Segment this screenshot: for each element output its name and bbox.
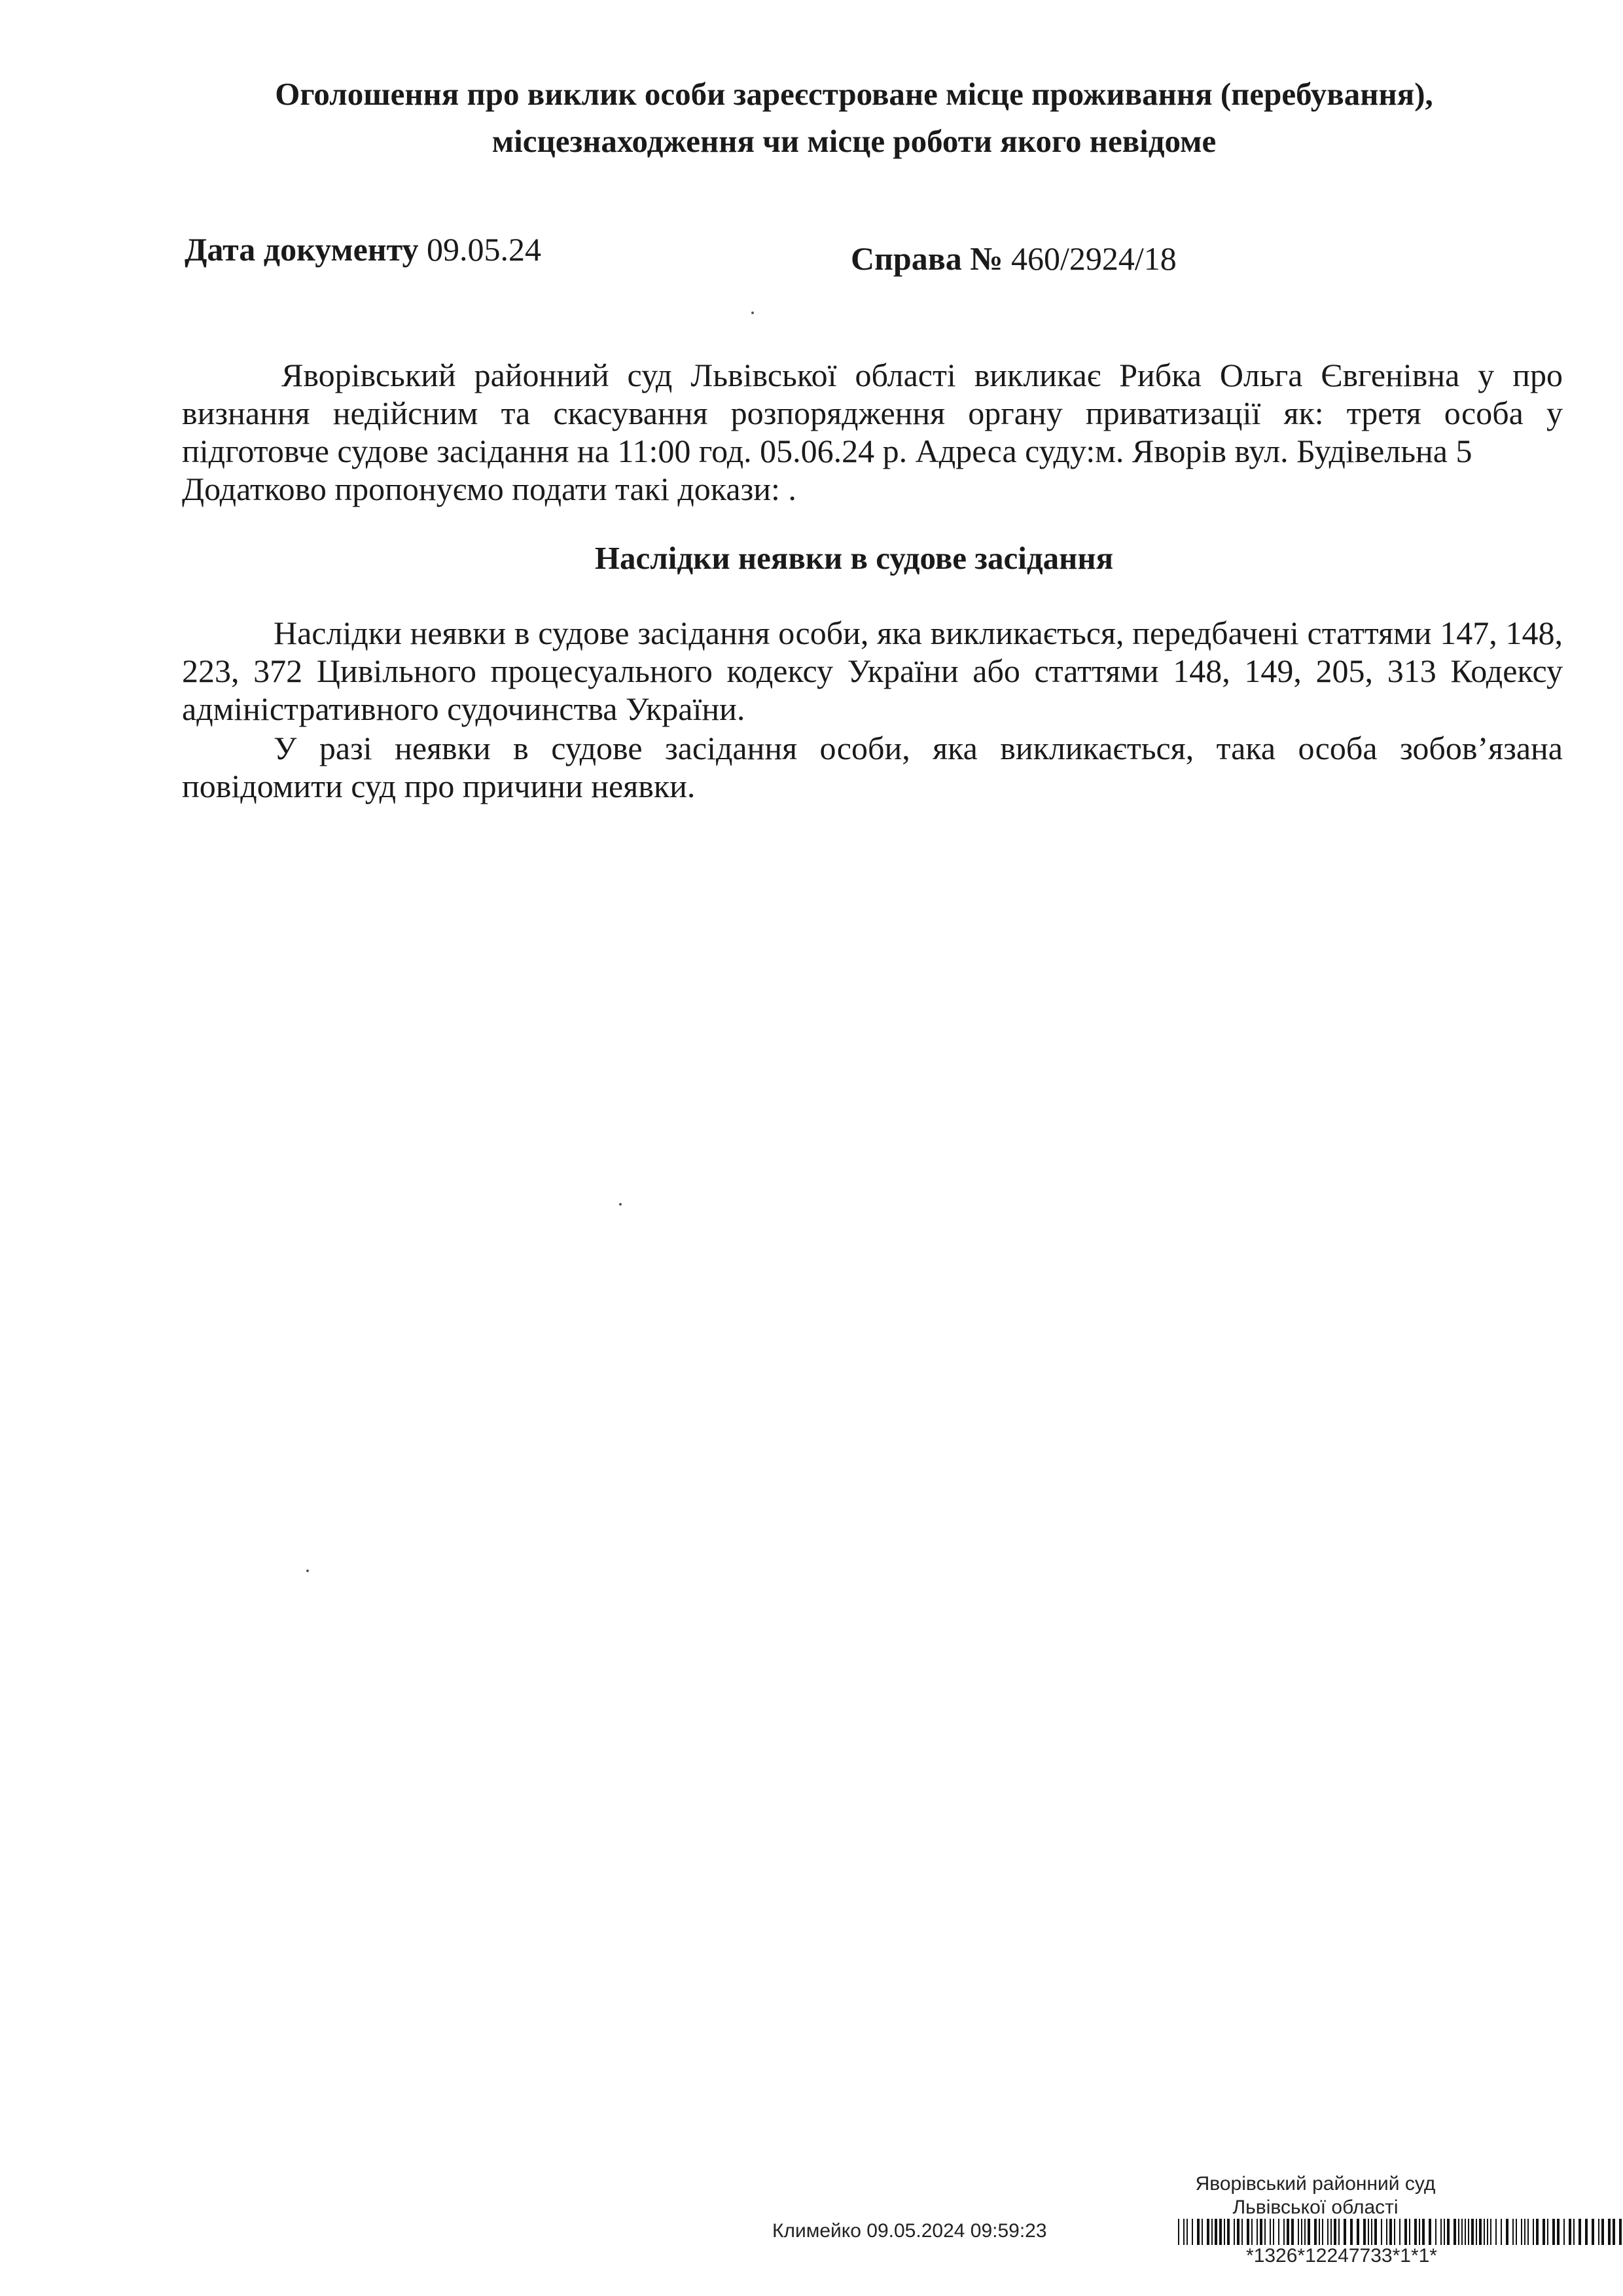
barcode-bar <box>1211 2219 1213 2245</box>
case-number <box>851 237 1177 280</box>
barcode-bar <box>1465 2219 1466 2245</box>
scan-speck <box>751 312 754 314</box>
barcode-bar <box>1476 2219 1477 2245</box>
document-title <box>170 71 1538 165</box>
date-value: 09.05.24 <box>426 231 541 268</box>
barcode-bar <box>1301 2219 1302 2245</box>
barcode-bar <box>1608 2219 1611 2245</box>
paragraph-line: визнання недійсним та скасування розпорядження органу приватизації як: третя особа у <box>182 395 1563 431</box>
barcode-bar <box>1186 2219 1188 2245</box>
barcode-bar <box>1429 2219 1431 2245</box>
barcode-bar <box>1334 2219 1336 2245</box>
barcode-bar <box>1283 2219 1285 2245</box>
barcode-bar <box>1227 2219 1230 2245</box>
barcode-bar <box>1215 2219 1217 2245</box>
barcode-bar <box>1454 2219 1456 2245</box>
barcode-bar <box>1613 2219 1615 2245</box>
barcode-bar <box>1389 2219 1392 2245</box>
barcode-bar <box>1234 2219 1235 2245</box>
barcode-bar <box>1298 2219 1299 2245</box>
paragraph-line: Додатково пропонуємо подати такі докази: . <box>182 471 796 507</box>
paragraph-line: У разі неявки в судове засідання особи, яка викликається, така особа зобов’язана <box>274 730 1563 766</box>
title-line-1: Оголошення про виклик особи зареєстроване місце проживання (перебування), <box>275 76 1433 112</box>
barcode-bar <box>1338 2219 1340 2245</box>
barcode-bar <box>1202 2219 1203 2245</box>
case-label: Справа № <box>851 240 1003 277</box>
barcode-bar <box>1461 2219 1463 2245</box>
barcode-bar <box>1192 2219 1193 2245</box>
barcode-bar <box>1207 2219 1209 2245</box>
barcode-bar <box>1440 2219 1442 2245</box>
barcode-bar <box>1314 2219 1317 2245</box>
barcode-bar <box>1484 2219 1485 2245</box>
barcode-bar <box>1524 2219 1525 2245</box>
barcode-bar <box>1521 2219 1522 2245</box>
barcode-bar <box>1468 2219 1469 2245</box>
barcode-bar <box>1278 2219 1279 2245</box>
paragraph-line: 223, 372 Цивільного процесуального кодексу України або статтями 148, 149, 205, 313 Кодексу <box>182 653 1563 689</box>
barcode-bar <box>1237 2219 1240 2245</box>
barcode-bar <box>1490 2219 1491 2245</box>
barcode-bar <box>1368 2219 1369 2245</box>
barcode-bar <box>1287 2219 1289 2245</box>
barcode-bar <box>1444 2219 1445 2245</box>
scan-speck <box>619 1203 622 1206</box>
barcode-bar <box>1264 2219 1266 2245</box>
barcode-bar <box>1257 2219 1258 2245</box>
barcode-bar <box>1304 2219 1306 2245</box>
barcode-bar <box>1552 2219 1555 2245</box>
barcode-bar <box>1506 2219 1508 2245</box>
barcode-bar <box>1578 2219 1581 2245</box>
paragraph-line: адміністративного судочинства України. <box>182 691 745 727</box>
barcode-bar <box>1270 2219 1271 2245</box>
barcode-bar <box>1409 2219 1410 2245</box>
barcode-bar <box>1471 2219 1474 2245</box>
barcode-bar <box>1319 2219 1320 2245</box>
barcode-bar <box>1357 2219 1359 2245</box>
barcode-bar <box>1330 2219 1332 2245</box>
barcode-bar <box>1569 2219 1571 2245</box>
barcode-bar <box>1260 2219 1262 2245</box>
barcode-bar <box>1458 2219 1459 2245</box>
barcode-bar <box>1527 2219 1529 2245</box>
summons-paragraph <box>182 356 1563 508</box>
barcode-bar <box>1533 2219 1534 2245</box>
barcode-bar <box>1422 2219 1425 2245</box>
case-value: 460/2924/18 <box>1010 240 1177 277</box>
barcode-bar <box>1592 2219 1594 2245</box>
barcode-bar <box>1501 2219 1502 2245</box>
footer-court-region: Львівської області <box>1232 2197 1399 2218</box>
barcode-bar <box>1394 2219 1395 2245</box>
barcode-bar <box>1219 2219 1222 2245</box>
barcode-bar <box>1536 2219 1539 2245</box>
barcode-bar <box>1512 2219 1514 2245</box>
barcode-bar <box>1563 2219 1565 2245</box>
barcode-bar <box>1619 2219 1622 2245</box>
barcode-bar <box>1585 2219 1588 2245</box>
footer-court-name: Яворівський районний суд <box>1195 2173 1436 2195</box>
barcode-bar <box>1291 2219 1294 2245</box>
barcode-bar <box>1447 2219 1450 2245</box>
barcode-bar <box>1350 2219 1353 2245</box>
barcode-bar <box>1327 2219 1329 2245</box>
section-heading: Наслідки неявки в судове засідання <box>594 540 1114 576</box>
barcode-bar <box>1178 2219 1179 2245</box>
consequences-paragraph <box>182 614 1563 728</box>
barcode <box>1060 2219 1623 2245</box>
barcode-caption: *1326*12247733*1*1* <box>1246 2245 1437 2267</box>
document-date <box>185 228 541 271</box>
barcode-bar <box>1197 2219 1200 2245</box>
barcode-bar <box>1363 2219 1366 2245</box>
paragraph-line: Яворівський районний суд Львівської області викликає Рибка Ольга Євгенівна у про <box>281 357 1563 393</box>
date-label: Дата документу <box>185 231 419 268</box>
barcode-bar <box>1371 2219 1372 2245</box>
barcode-bar <box>1414 2219 1417 2245</box>
barcode-bar <box>1183 2219 1185 2245</box>
barcode-bar <box>1374 2219 1377 2245</box>
barcode-bar <box>1322 2219 1323 2245</box>
barcode-bar <box>1386 2219 1387 2245</box>
barcode-bar <box>1601 2219 1604 2245</box>
barcode-bar <box>1381 2219 1382 2245</box>
barcode-bar <box>1598 2219 1599 2245</box>
barcode-bar <box>1247 2219 1249 2245</box>
registration-footer <box>772 2173 1558 2291</box>
paragraph-line: підготовче судове засідання на 11:00 год. 05.06.24 р. Адреса суду:м. Яворів вул. Будівельна 5 <box>182 433 1472 469</box>
barcode-bar <box>1224 2219 1225 2245</box>
barcode-bar <box>1479 2219 1482 2245</box>
barcode-bar <box>1273 2219 1274 2245</box>
barcode-bar <box>1308 2219 1310 2245</box>
paragraph-line: Наслідки неявки в судове засідання особи, яка викликається, передбачені статтями 147, 148, <box>274 615 1563 651</box>
barcode-bar <box>1241 2219 1243 2245</box>
barcode-bar <box>1547 2219 1548 2245</box>
barcode-bar <box>1435 2219 1436 2245</box>
barcode-bar <box>1495 2219 1497 2245</box>
barcode-bar <box>1344 2219 1346 2245</box>
obligation-paragraph <box>182 729 1563 805</box>
barcode-bar <box>1516 2219 1517 2245</box>
paragraph-line: повідомити суд про причини неявки. <box>182 768 696 804</box>
barcode-bar <box>1557 2219 1560 2245</box>
barcode-bar <box>1251 2219 1253 2245</box>
barcode-bar <box>1419 2219 1420 2245</box>
title-line-2: місцезнаходження чи місце роботи якого невідоме <box>491 123 1217 159</box>
barcode-bar <box>1543 2219 1545 2245</box>
scan-speck <box>306 1570 309 1572</box>
barcode-bar <box>1399 2219 1400 2245</box>
barcode-bar <box>1487 2219 1488 2245</box>
footer-stamp: Климейко 09.05.2024 09:59:23 <box>772 2220 1047 2242</box>
barcode-bar <box>1404 2219 1407 2245</box>
barcode-bar <box>1573 2219 1575 2245</box>
